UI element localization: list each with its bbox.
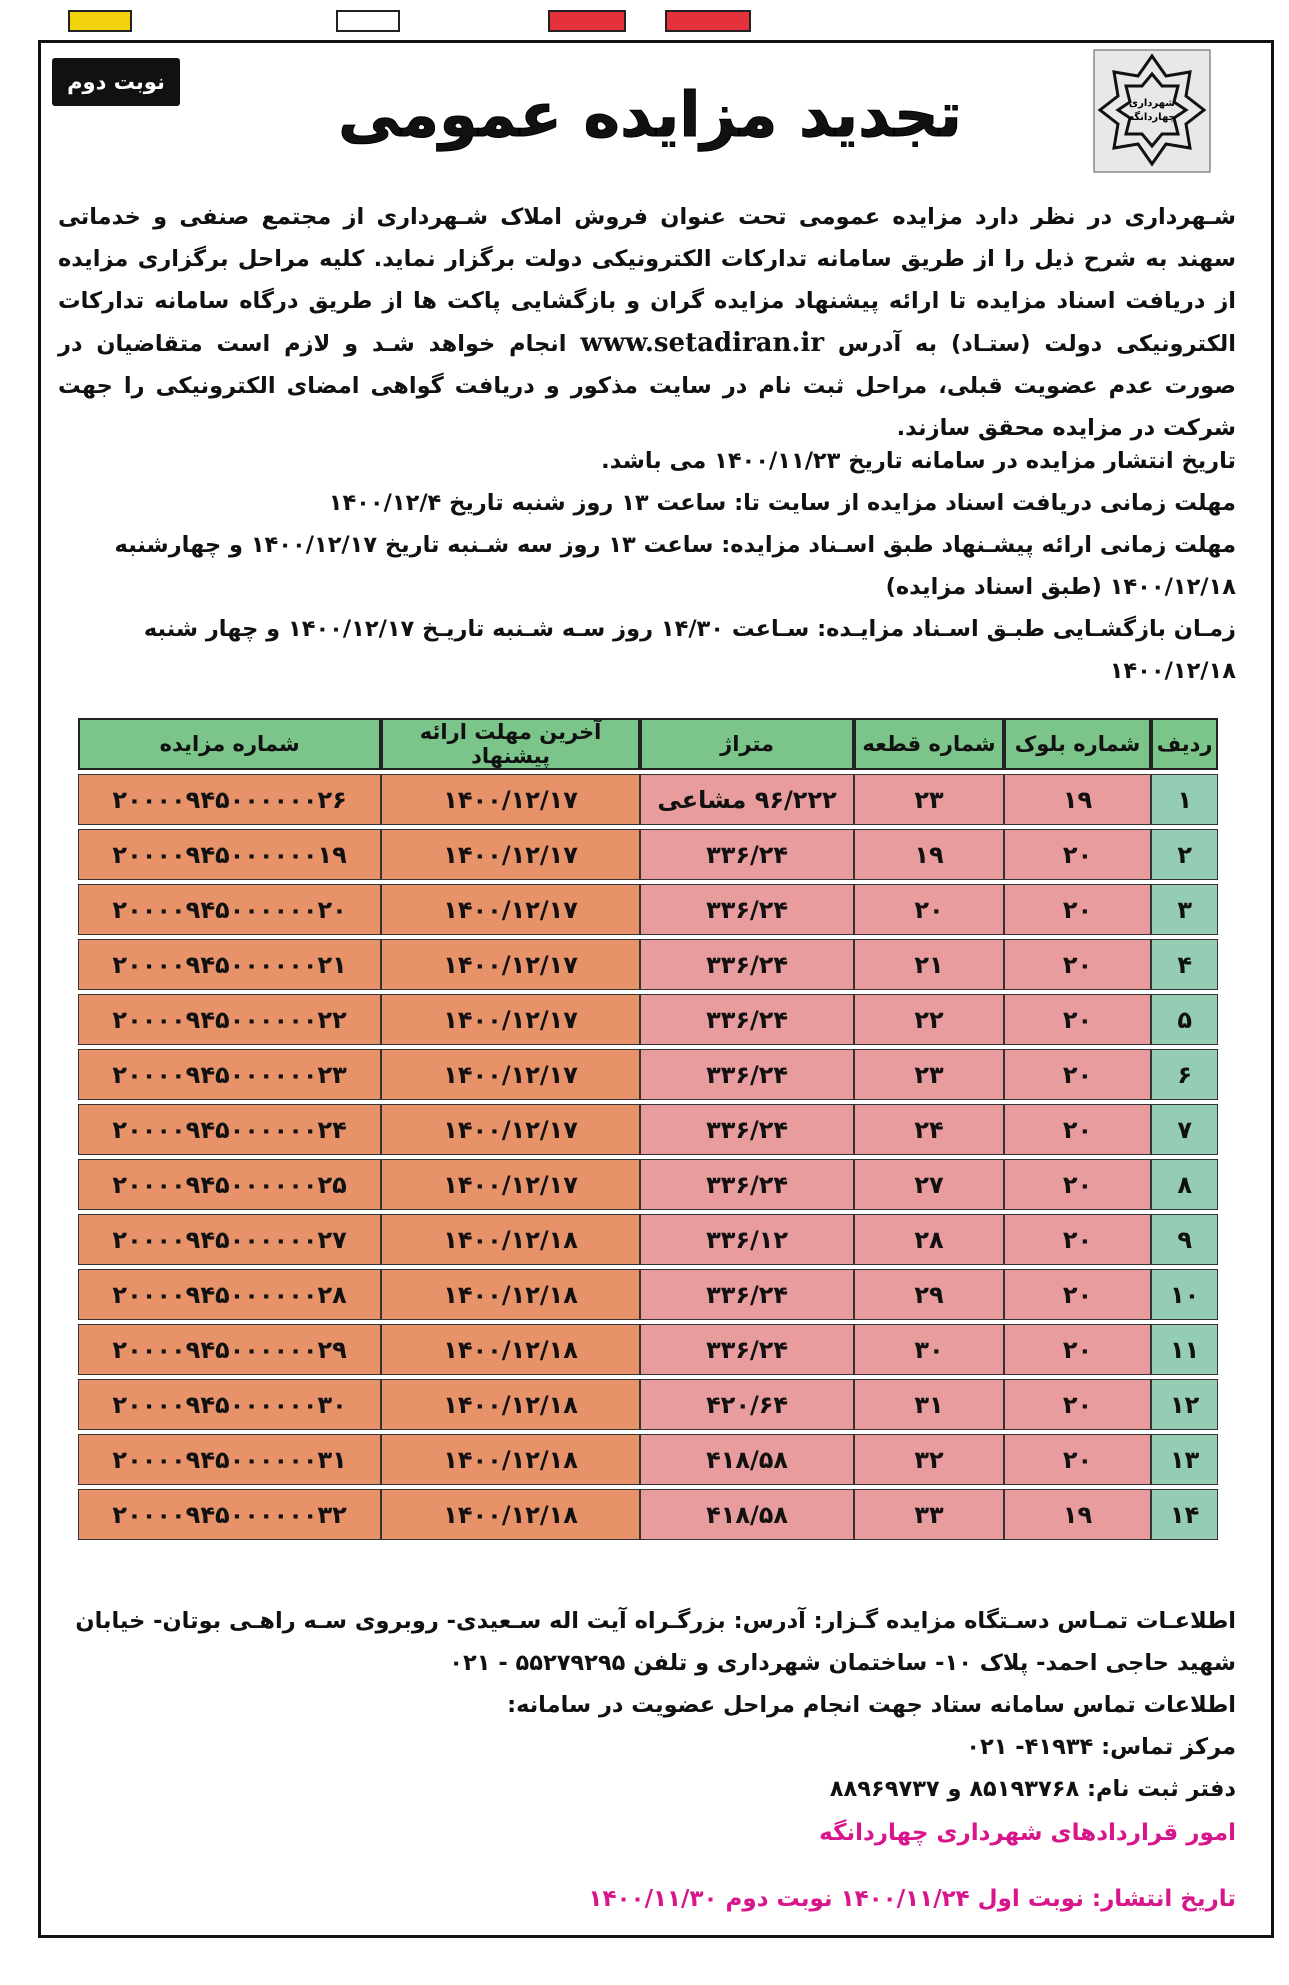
table-row: [78, 1489, 1218, 1540]
table-row: [78, 829, 1218, 880]
cell-row-number: ۱۰: [1151, 1269, 1218, 1320]
intro-paragraph: [58, 196, 1236, 449]
cell-block-number: ۲۰: [1004, 1434, 1152, 1485]
header-block-number: شماره بلوک: [1004, 718, 1152, 770]
cell-part-number: ۲۳: [854, 1049, 1004, 1100]
table-row: [78, 994, 1218, 1045]
header-deadline: آخرین مهلت ارائه پیشنهاد: [381, 718, 640, 770]
cell-row-number: ۱۲: [1151, 1379, 1218, 1430]
publication-dates: تاریخ انتشار: نوبت اول ۱۴۰۰/۱۱/۲۴ نوبت دوم ۱۴۰۰/۱۱/۳۰: [588, 1886, 1236, 1912]
cell-auction-number: ۲۰۰۰۰۹۴۵۰۰۰۰۰۰۲۷: [78, 1214, 381, 1265]
cell-deadline: ۱۴۰۰/۱۲/۱۸: [381, 1379, 640, 1430]
cell-deadline: ۱۴۰۰/۱۲/۱۸: [381, 1214, 640, 1265]
cell-part-number: ۳۳: [854, 1489, 1004, 1540]
cell-row-number: ۹: [1151, 1214, 1218, 1265]
publish-date: تاریخ انتشار مزایده در سامانه تاریخ ۱۴۰۰/۱۱/۲۳ می باشد.: [601, 448, 1236, 474]
registration-office: دفتر ثبت نام: ۸۵۱۹۳۷۶۸ و ۸۸۹۶۹۷۳۷: [829, 1776, 1236, 1802]
turn-badge: نوبت دوم: [52, 58, 180, 106]
cell-part-number: ۲۷: [854, 1159, 1004, 1210]
cell-auction-number: ۲۰۰۰۰۹۴۵۰۰۰۰۰۰۲۲: [78, 994, 381, 1045]
cell-area: ۳۳۶/۲۴: [640, 829, 854, 880]
cell-deadline: ۱۴۰۰/۱۲/۱۸: [381, 1434, 640, 1485]
header-auction-number: شماره مزایده: [78, 718, 381, 770]
cell-deadline: ۱۴۰۰/۱۲/۱۷: [381, 884, 640, 935]
cell-row-number: ۱۴: [1151, 1489, 1218, 1540]
contact-section: [58, 1600, 1236, 1810]
cell-auction-number: ۲۰۰۰۰۹۴۵۰۰۰۰۰۰۳۲: [78, 1489, 381, 1540]
cell-area: ۳۳۶/۲۴: [640, 1104, 854, 1155]
cell-row-number: ۳: [1151, 884, 1218, 935]
color-swatch-red: [548, 10, 626, 32]
cell-area: ۴۱۸/۵۸: [640, 1434, 854, 1485]
cell-area: ۳۳۶/۲۴: [640, 884, 854, 935]
receive-deadline: مهلت زمانی دریافت اسناد مزایده از سایت تا: ساعت ۱۳ روز شنبه تاریخ ۱۴۰۰/۱۲/۴: [328, 490, 1236, 516]
cell-part-number: ۱۹: [854, 829, 1004, 880]
opening-time: زمـان بازگشـایی طبـق اسـناد مزایـده: سـاعت ۱۴/۳۰ روز سـه شـنبه تاریـخ ۱۴۰۰/۱۲/۱۷ و چهار شنبه ۱۴۰۰/۱۲/۱۸: [143, 616, 1236, 684]
cell-row-number: ۸: [1151, 1159, 1218, 1210]
cell-deadline: ۱۴۰۰/۱۲/۱۷: [381, 774, 640, 825]
cell-block-number: ۲۰: [1004, 994, 1152, 1045]
cell-area: ۴۲۰/۶۴: [640, 1379, 854, 1430]
table-row: [78, 1104, 1218, 1155]
cell-part-number: ۳۲: [854, 1434, 1004, 1485]
table-row: [78, 774, 1218, 825]
table-row: [78, 1269, 1218, 1320]
cell-area: ۳۳۶/۲۴: [640, 994, 854, 1045]
cell-block-number: ۲۰: [1004, 829, 1152, 880]
cell-part-number: ۲۸: [854, 1214, 1004, 1265]
cell-area: ۳۳۶/۲۴: [640, 1324, 854, 1375]
call-center: مرکز تماس: ۴۱۹۳۴- ۰۲۱: [966, 1734, 1236, 1760]
table-row: [78, 1434, 1218, 1485]
color-swatch-red: [665, 10, 751, 32]
setad-url-link[interactable]: www.setadiran.ir: [580, 328, 825, 358]
cell-part-number: ۳۰: [854, 1324, 1004, 1375]
cell-part-number: ۲۰: [854, 884, 1004, 935]
cell-auction-number: ۲۰۰۰۰۹۴۵۰۰۰۰۰۰۱۹: [78, 829, 381, 880]
cell-row-number: ۲: [1151, 829, 1218, 880]
cell-deadline: ۱۴۰۰/۱۲/۱۷: [381, 994, 640, 1045]
cell-area: ۳۳۶/۱۲: [640, 1214, 854, 1265]
cell-auction-number: ۲۰۰۰۰۹۴۵۰۰۰۰۰۰۲۹: [78, 1324, 381, 1375]
table-body: [78, 774, 1218, 1540]
print-color-strip: [0, 6, 1289, 34]
cell-block-number: ۲۰: [1004, 1324, 1152, 1375]
cell-deadline: ۱۴۰۰/۱۲/۱۷: [381, 1159, 640, 1210]
cell-deadline: ۱۴۰۰/۱۲/۱۷: [381, 1049, 640, 1100]
cell-deadline: ۱۴۰۰/۱۲/۱۸: [381, 1324, 640, 1375]
cell-part-number: ۲۴: [854, 1104, 1004, 1155]
cell-auction-number: ۲۰۰۰۰۹۴۵۰۰۰۰۰۰۲۳: [78, 1049, 381, 1100]
cell-block-number: ۲۰: [1004, 1049, 1152, 1100]
table-row: [78, 1159, 1218, 1210]
page-title: تجدید مزایده عمومی: [338, 78, 962, 151]
cell-block-number: ۲۰: [1004, 939, 1152, 990]
svg-text:چهاردانگه: چهاردانگه: [1128, 112, 1176, 123]
svg-text:شهرداری: شهرداری: [1128, 98, 1176, 109]
header-part-number: شماره قطعه: [854, 718, 1004, 770]
submit-deadline: مهلت زمانی ارائه پیشـنهاد طبق اسـناد مزایده: ساعت ۱۳ روز سه شـنبه تاریخ ۱۴۰۰/۱۲/۱۷ و چهارشنبه ۱۴۰۰/۱۲/۱۸ (طبق اسناد مزایده): [114, 532, 1236, 600]
cell-deadline: ۱۴۰۰/۱۲/۱۷: [381, 829, 640, 880]
table-header-row: [78, 718, 1218, 770]
cell-area: ۹۶/۲۲۲ مشاعی: [640, 774, 854, 825]
cell-auction-number: ۲۰۰۰۰۹۴۵۰۰۰۰۰۰۳۰: [78, 1379, 381, 1430]
cell-part-number: ۲۳: [854, 774, 1004, 825]
cell-part-number: ۲۲: [854, 994, 1004, 1045]
cell-part-number: ۲۱: [854, 939, 1004, 990]
table-row: [78, 884, 1218, 935]
cell-row-number: ۴: [1151, 939, 1218, 990]
cell-row-number: ۷: [1151, 1104, 1218, 1155]
color-swatch-yellow: [68, 10, 132, 32]
cell-row-number: ۶: [1151, 1049, 1218, 1100]
cell-deadline: ۱۴۰۰/۱۲/۱۸: [381, 1269, 640, 1320]
municipality-logo: [1092, 48, 1212, 174]
cell-row-number: ۵: [1151, 994, 1218, 1045]
cell-auction-number: ۲۰۰۰۰۹۴۵۰۰۰۰۰۰۲۱: [78, 939, 381, 990]
cell-block-number: ۱۹: [1004, 1489, 1152, 1540]
header-row-number: ردیف: [1151, 718, 1218, 770]
auction-table: [78, 714, 1218, 1544]
cell-row-number: ۱۳: [1151, 1434, 1218, 1485]
table-row: [78, 1049, 1218, 1100]
cell-block-number: ۲۰: [1004, 884, 1152, 935]
cell-area: ۳۳۶/۲۴: [640, 939, 854, 990]
cell-part-number: ۲۹: [854, 1269, 1004, 1320]
dates-section: [58, 440, 1236, 692]
cell-block-number: ۲۰: [1004, 1379, 1152, 1430]
cell-block-number: ۲۰: [1004, 1104, 1152, 1155]
table-row: [78, 1214, 1218, 1265]
header-area: متراژ: [640, 718, 854, 770]
cell-area: ۳۳۶/۲۴: [640, 1159, 854, 1210]
cell-deadline: ۱۴۰۰/۱۲/۱۸: [381, 1489, 640, 1540]
cell-auction-number: ۲۰۰۰۰۹۴۵۰۰۰۰۰۰۲۶: [78, 774, 381, 825]
cell-auction-number: ۲۰۰۰۰۹۴۵۰۰۰۰۰۰۲۰: [78, 884, 381, 935]
cell-area: ۳۳۶/۲۴: [640, 1049, 854, 1100]
cell-row-number: ۱: [1151, 774, 1218, 825]
cell-block-number: ۲۰: [1004, 1214, 1152, 1265]
cell-auction-number: ۲۰۰۰۰۹۴۵۰۰۰۰۰۰۲۸: [78, 1269, 381, 1320]
cell-deadline: ۱۴۰۰/۱۲/۱۷: [381, 939, 640, 990]
cell-block-number: ۲۰: [1004, 1159, 1152, 1210]
color-swatch-white: [336, 10, 400, 32]
contact-address: اطلاعـات تمـاس دسـتگاه مزایده گـزار: آدرس: بزرگـراه آیت اله سـعیدی- روبروی سـه راهـی بوتان- خیابان شهید حاجی احمد- پلاک ۱۰- ساختمان شهرداری و تلفن ۵۵۲۷۹۲۹۵ - ۰۲۱: [75, 1608, 1236, 1676]
cell-area: ۴۱۸/۵۸: [640, 1489, 854, 1540]
cell-part-number: ۳۱: [854, 1379, 1004, 1430]
setad-contact-info: اطلاعات تماس سامانه ستاد جهت انجام مراحل عضویت در سامانه:: [507, 1692, 1236, 1718]
table-row: [78, 939, 1218, 990]
intro-part-1: شـهرداری در نظر دارد مزایده عمومی تحت عنوان فروش املاک شـهرداری از مجتمع صنفی و خدماتی سهند به شرح ذیل را از طریق سامانه تدارکات الکترونیکی دولت برگزار نماید. کلیه مراحل برگزاری مزایده از دریافت اسناد مزایده تا ارائه پیشنهاد مزایده گران و بازگشایی پاکت ها از طریق درگاه سامانه تدارکات الکترونیکی دولت (ستـاد) به آدرس: [58, 204, 1236, 357]
intro-part-2: انجام خواهد شـد و لازم است متقاضیان در صورت عدم عضویت قبلی، مراحل ثبت نام در سایت مذکور و دریافت گواهی امضای الکترونیکی را جهت شرکت در مزایده محقق سازند.: [58, 331, 1236, 441]
table-row: [78, 1379, 1218, 1430]
cell-row-number: ۱۱: [1151, 1324, 1218, 1375]
cell-deadline: ۱۴۰۰/۱۲/۱۷: [381, 1104, 640, 1155]
cell-block-number: ۱۹: [1004, 774, 1152, 825]
cell-auction-number: ۲۰۰۰۰۹۴۵۰۰۰۰۰۰۳۱: [78, 1434, 381, 1485]
cell-auction-number: ۲۰۰۰۰۹۴۵۰۰۰۰۰۰۲۵: [78, 1159, 381, 1210]
cell-area: ۳۳۶/۲۴: [640, 1269, 854, 1320]
cell-block-number: ۲۰: [1004, 1269, 1152, 1320]
signature: امور قراردادهای شهرداری چهاردانگه: [819, 1820, 1236, 1846]
cell-auction-number: ۲۰۰۰۰۹۴۵۰۰۰۰۰۰۲۴: [78, 1104, 381, 1155]
table-row: [78, 1324, 1218, 1375]
